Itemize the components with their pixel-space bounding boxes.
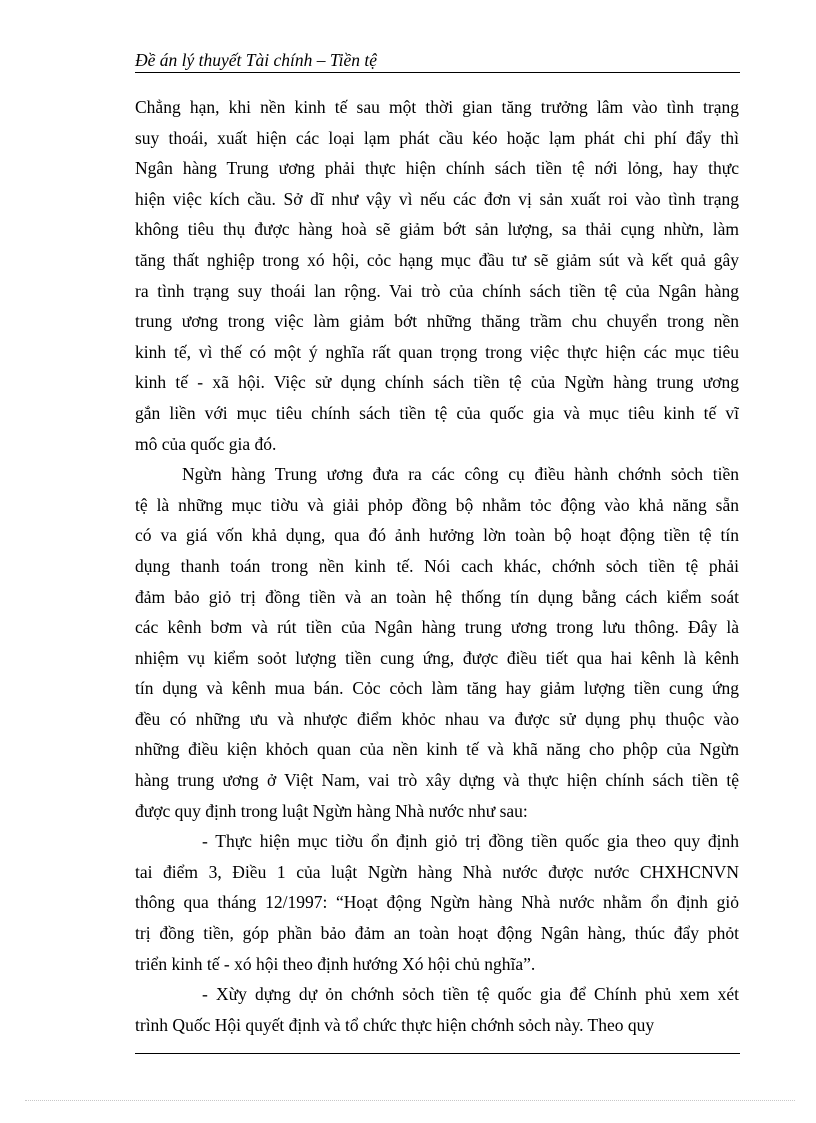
text-line: - Thực hiện mục tiờu ổn định giỏ trị đồng tiền quốc gia theo quy định bbox=[202, 831, 739, 852]
text-line: đảm bảo giỏ trị đồng tiền và an toàn hệ thống tín dụng bằng cách kiểm soát bbox=[135, 586, 739, 607]
text-line: triển kinh tế - xó hội theo định hướng Xó hội chủ nghĩa”. bbox=[135, 953, 536, 974]
text-line: tăng thất nghiệp trong xó hội, cỏc hạng mục đầu tư sẽ giảm sút và kết quả gây bbox=[135, 249, 739, 270]
text-line: Ngừn hàng Trung ương đưa ra các công cụ điều hành chớnh sỏch tiền bbox=[182, 464, 739, 485]
paragraph-2 bbox=[135, 459, 739, 826]
footer-divider bbox=[135, 1053, 740, 1054]
text-line: tai điểm 3, Điều 1 của luật Ngừn hàng Nhà nước được nước CHXHCNVN bbox=[135, 861, 739, 882]
paragraph-3 bbox=[135, 826, 739, 979]
text-line: những điều kiện khỏch quan của nền kinh tế và khã năng cho phộp của Ngừn bbox=[135, 739, 739, 760]
text-line: đều có những ưu và nhược điểm khỏc nhau va được sử dụng phụ thuộc vào bbox=[135, 708, 739, 729]
page-bottom-edge bbox=[25, 1100, 795, 1101]
text-line: tệ là những mục tiờu và giải phỏp đồng bộ nhằm tỏc động vào khả năng sẵn bbox=[135, 494, 739, 515]
paragraph-1 bbox=[135, 92, 739, 459]
page-header bbox=[135, 50, 740, 73]
text-line: ra tình trạng suy thoái lan rộng. Vai trò của chính sách tiền tệ của Ngân hàng bbox=[135, 280, 739, 301]
text-line: - Xừy dựng dự ỏn chớnh sỏch tiền tệ quốc gia để Chính phủ xem xét bbox=[202, 984, 739, 1005]
text-line: Chẳng hạn, khi nền kinh tế sau một thời gian tăng trưởng lâm vào tình trạng bbox=[135, 97, 739, 117]
text-line: nhiệm vụ kiểm soỏt lượng tiền cung ứng, được điều tiết qua hai kênh là kênh bbox=[135, 647, 739, 668]
text-line: hiện việc kích cầu. Sở dĩ như vậy vì nếu các đơn vị sản xuất roi vào tình trạng bbox=[135, 188, 739, 209]
text-line: gắn liền với mục tiêu chính sách tiền tệ của quốc gia và mục tiêu kinh tế vĩ bbox=[135, 402, 739, 423]
text-line: không tiêu thụ được hàng hoà sẽ giảm bớt sản lượng, sa thải cụng nhừn, làm bbox=[135, 219, 739, 240]
text-line: Ngân hàng Trung ương phải thực hiện chính sách tiền tệ nới lỏng, hay thực bbox=[135, 158, 739, 179]
text-line: hàng trung ương ở Việt Nam, vai trò xây dựng và thực hiện chính sách tiền tệ bbox=[135, 770, 739, 791]
text-line: kinh tế, vì thế có một ý nghĩa rất quan trọng trong việc thực hiện các mục tiêu bbox=[135, 341, 739, 362]
text-line: suy thoái, xuất hiện các loại lạm phát cầu kéo hoặc lạm phát chi phí đẩy thì bbox=[135, 127, 739, 148]
text-line: mô của quốc gia đó. bbox=[135, 433, 277, 454]
text-line: được quy định trong luật Ngừn hàng Nhà nước như sau: bbox=[135, 800, 528, 821]
text-line: tín dụng và kênh mua bán. Cỏc cỏch làm tăng hay giảm lượng tiền cung ứng bbox=[135, 678, 739, 699]
paragraph-4 bbox=[135, 979, 739, 1040]
text-line: trình Quốc Hội quyết định và tổ chức thực hiện chớnh sỏch này. Theo quy bbox=[135, 1014, 655, 1035]
text-line: trị đồng tiền, góp phần bảo đảm an toàn hoạt động Ngân hàng, thúc đẩy phỏt bbox=[135, 923, 739, 944]
text-line: có va giá vốn khả dụng, qua đó ảnh hưởng lờn toàn bộ hoạt động tiền tệ tín bbox=[135, 525, 739, 546]
text-line: trung ương trong việc làm giảm bớt những thăng trầm chu chuyển trong nền bbox=[135, 311, 739, 332]
text-line: thông qua tháng 12/1997: “Hoạt động Ngừn hàng Nhà nước nhằm ổn định giỏ bbox=[135, 892, 739, 913]
text-line: các kênh bơm và rút tiền của Ngân hàng trung ương trong lưu thông. Đây là bbox=[135, 617, 739, 638]
header-title: Đề án lý thuyết Tài chính – Tiền tệ bbox=[135, 50, 378, 70]
text-line: dụng thanh toán trong nền kinh tế. Nói cach khác, chớnh sỏch tiền tệ phải bbox=[135, 555, 739, 576]
document-body bbox=[135, 92, 739, 1040]
text-line: kinh tế - xã hội. Việc sử dụng chính sách tiền tệ của Ngừn hàng trung ương bbox=[135, 372, 739, 393]
